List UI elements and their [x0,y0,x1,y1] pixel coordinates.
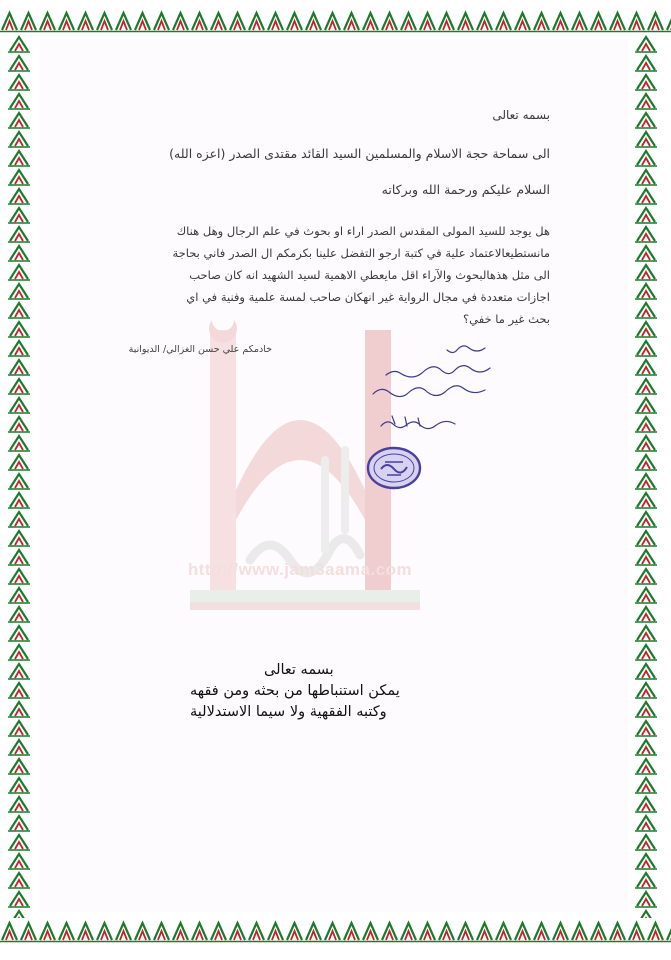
letter-line: هل يوجد للسيد المولى المقدس الصدر اراء او بحوث في علم الرجال وهل هناك [176,224,550,238]
reply-transcription [190,660,510,723]
reply-line: وكتبه الفقهية ولا سيما الاستدلالية [190,704,387,720]
decorative-border-right [633,34,659,918]
letter-line: مانستطيعالاعتماد علية في كتبة ارجو التفضل علينا بكرمكم ال الصدر فاني بحاجة [172,246,550,260]
decorative-border-left [6,34,32,918]
reply-line: بسمه تعالى [264,662,334,678]
letter-greeting: السلام عليكم ورحمة الله وبركاته [381,182,550,197]
decorative-border-bottom [0,918,671,944]
reply-line: يمكن استنباطها من بحثه ومن فقهه [190,683,400,699]
letter-basmala: بسمه تعالى [492,108,550,122]
letter-recipient: الى سماحة حجة الاسلام والمسلمين السيد القائد مقتدى الصدر (اعزه الله) [169,146,550,161]
letter-line: اجازات متعددة في مجال الرواية غير انهكان صاحب لمسة علمية وفنية في اي [186,290,550,304]
decorative-border-top [0,8,671,34]
seal-stamp-icon [365,445,423,491]
sender-signature-line [92,344,272,364]
handwritten-answer-signature [335,340,495,450]
letter-line: الى مثل هذهالبحوث والآراء اقل مايعطي الاهمية لسيد الشهيد انه كان صاحب [189,268,550,282]
letter-line: بحث غير ما خفي؟ [463,312,550,326]
letter-question [110,220,550,330]
watermark-url: http://www.jam3aama.com [187,560,413,579]
letter-sender: خادمكم علي حسن الغزالي/ الديوانية [128,344,272,355]
